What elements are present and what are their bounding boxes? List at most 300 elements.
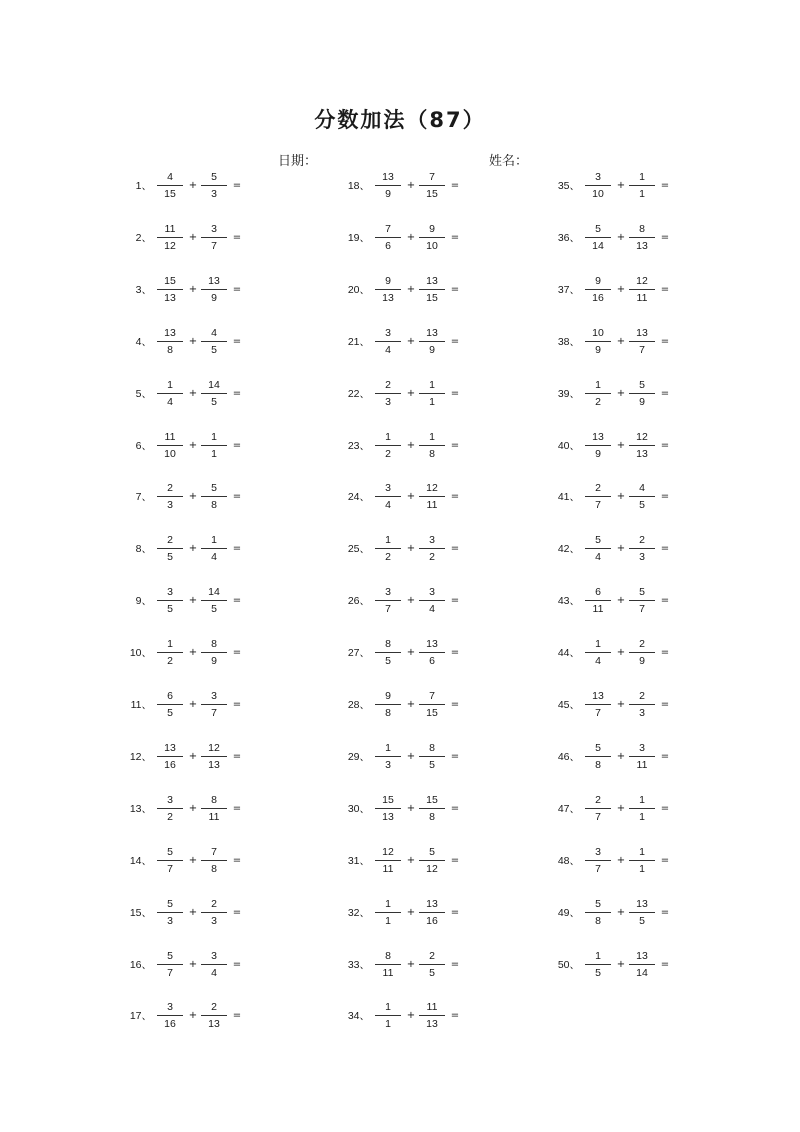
fraction-bar bbox=[419, 704, 445, 705]
fraction-bar bbox=[419, 912, 445, 913]
fraction-bar bbox=[157, 652, 183, 653]
first-fraction bbox=[157, 169, 183, 203]
first-fraction bbox=[585, 480, 611, 514]
equals-sign: = bbox=[450, 906, 460, 918]
problem-item bbox=[528, 377, 758, 411]
plus-sign: + bbox=[616, 543, 626, 555]
problem-item bbox=[318, 377, 548, 411]
fraction-bar bbox=[157, 548, 183, 549]
numerator: 12 bbox=[426, 482, 438, 495]
problem-item bbox=[318, 429, 548, 463]
fraction-bar bbox=[157, 964, 183, 965]
numerator: 13 bbox=[636, 897, 648, 910]
problem-number: 30、 bbox=[347, 802, 370, 815]
problem-number: 45、 bbox=[557, 699, 580, 711]
equals-sign: = bbox=[232, 750, 242, 762]
fraction-bar bbox=[201, 341, 227, 342]
plus-sign: + bbox=[188, 283, 198, 295]
plus-sign: + bbox=[616, 180, 626, 191]
second-fraction bbox=[629, 740, 655, 774]
problem-item bbox=[318, 896, 548, 930]
problem-number: 39、 bbox=[557, 387, 580, 400]
plus-sign: + bbox=[616, 647, 626, 659]
problem-number: 8、 bbox=[135, 543, 152, 556]
problem-number: 24、 bbox=[347, 491, 370, 504]
denominator: 9 bbox=[385, 188, 391, 200]
denominator: 15 bbox=[164, 188, 176, 200]
fraction-bar bbox=[157, 600, 183, 601]
denominator: 8 bbox=[211, 862, 217, 875]
problem-number: 26、 bbox=[347, 595, 370, 608]
problem-number: 25、 bbox=[347, 543, 370, 556]
numerator: 13 bbox=[164, 741, 176, 754]
denominator: 9 bbox=[595, 343, 601, 356]
first-fraction bbox=[375, 688, 401, 722]
second-fraction bbox=[419, 948, 445, 982]
denominator: 3 bbox=[211, 188, 217, 200]
plus-sign: + bbox=[406, 387, 416, 399]
problem-number: 28、 bbox=[347, 699, 370, 711]
numerator: 5 bbox=[211, 482, 217, 495]
problem-item bbox=[100, 948, 330, 982]
denominator: 11 bbox=[382, 966, 394, 979]
denominator: 4 bbox=[167, 395, 173, 408]
denominator: 3 bbox=[167, 499, 173, 512]
denominator: 2 bbox=[385, 447, 391, 460]
denominator: 7 bbox=[639, 343, 645, 356]
denominator: 5 bbox=[211, 343, 217, 356]
problem-number: 7、 bbox=[135, 491, 152, 504]
first-fraction bbox=[157, 636, 183, 670]
first-fraction bbox=[375, 480, 401, 514]
problem-item bbox=[100, 636, 330, 670]
problem-item bbox=[100, 792, 330, 826]
equals-sign: = bbox=[232, 699, 242, 710]
numerator: 3 bbox=[385, 586, 391, 599]
first-fraction bbox=[375, 169, 401, 203]
problem-number: 33、 bbox=[347, 958, 370, 971]
problem-item bbox=[528, 221, 758, 255]
problem-number: 9、 bbox=[135, 595, 152, 608]
fraction-bar bbox=[201, 496, 227, 497]
fraction-bar bbox=[157, 393, 183, 394]
second-fraction bbox=[201, 377, 227, 411]
fraction-bar bbox=[201, 912, 227, 913]
fraction-bar bbox=[201, 652, 227, 653]
fraction-bar bbox=[201, 185, 227, 186]
equals-sign: = bbox=[232, 231, 242, 243]
equals-sign: = bbox=[450, 283, 460, 295]
fraction-bar bbox=[585, 756, 611, 757]
fraction-bar bbox=[375, 756, 401, 757]
fraction-bar bbox=[585, 185, 611, 186]
fraction-bar bbox=[585, 445, 611, 446]
plus-sign: + bbox=[188, 1010, 198, 1022]
equals-sign: = bbox=[450, 958, 460, 970]
plus-sign: + bbox=[406, 491, 416, 503]
numerator: 2 bbox=[211, 1001, 217, 1014]
equals-sign: = bbox=[660, 231, 670, 243]
equals-sign: = bbox=[450, 750, 460, 762]
equals-sign: = bbox=[450, 491, 460, 503]
problem-item bbox=[318, 221, 548, 255]
equals-sign: = bbox=[660, 335, 670, 347]
problem-item bbox=[100, 999, 330, 1033]
numerator: 7 bbox=[429, 171, 435, 183]
plus-sign: + bbox=[616, 387, 626, 399]
fraction-bar bbox=[629, 704, 655, 705]
first-fraction bbox=[375, 429, 401, 463]
denominator: 15 bbox=[426, 707, 438, 719]
denominator: 13 bbox=[208, 1018, 220, 1031]
first-fraction bbox=[585, 273, 611, 307]
plus-sign: + bbox=[616, 231, 626, 243]
denominator: 1 bbox=[211, 447, 217, 460]
numerator: 11 bbox=[164, 430, 176, 443]
numerator: 3 bbox=[211, 690, 217, 702]
second-fraction bbox=[419, 325, 445, 359]
numerator: 15 bbox=[426, 793, 438, 806]
second-fraction bbox=[201, 429, 227, 463]
problem-number: 22、 bbox=[347, 387, 370, 400]
numerator: 12 bbox=[636, 430, 648, 443]
fraction-bar bbox=[419, 600, 445, 601]
fraction-bar bbox=[375, 548, 401, 549]
denominator: 16 bbox=[164, 758, 176, 771]
fraction-bar bbox=[629, 341, 655, 342]
plus-sign: + bbox=[616, 958, 626, 970]
first-fraction bbox=[585, 584, 611, 618]
numerator: 1 bbox=[211, 430, 217, 443]
denominator: 5 bbox=[167, 603, 173, 616]
problem-number: 42、 bbox=[557, 543, 580, 556]
denominator: 9 bbox=[211, 291, 217, 304]
denominator: 3 bbox=[385, 395, 391, 408]
numerator: 7 bbox=[385, 222, 391, 235]
denominator: 15 bbox=[426, 291, 438, 304]
first-fraction bbox=[157, 429, 183, 463]
numerator: 5 bbox=[167, 897, 173, 910]
denominator: 7 bbox=[595, 810, 601, 823]
denominator: 9 bbox=[429, 343, 435, 356]
denominator: 13 bbox=[382, 291, 394, 304]
numerator: 1 bbox=[385, 1001, 391, 1014]
denominator: 10 bbox=[164, 447, 176, 460]
fraction-bar bbox=[201, 860, 227, 861]
numerator: 3 bbox=[385, 482, 391, 495]
numerator: 7 bbox=[211, 845, 217, 858]
fraction-bar bbox=[585, 860, 611, 861]
equals-sign: = bbox=[660, 854, 670, 866]
problem-item bbox=[100, 740, 330, 774]
plus-sign: + bbox=[188, 802, 198, 814]
fraction-bar bbox=[585, 704, 611, 705]
first-fraction bbox=[585, 532, 611, 566]
second-fraction bbox=[629, 273, 655, 307]
second-fraction bbox=[629, 948, 655, 982]
problem-item bbox=[318, 584, 548, 618]
second-fraction bbox=[201, 688, 227, 722]
plus-sign: + bbox=[406, 647, 416, 659]
fraction-bar bbox=[157, 185, 183, 186]
problem-item bbox=[318, 532, 548, 566]
plus-sign: + bbox=[616, 595, 626, 607]
fraction-bar bbox=[375, 652, 401, 653]
problem-number: 31、 bbox=[347, 854, 370, 867]
second-fraction bbox=[629, 532, 655, 566]
numerator: 2 bbox=[595, 482, 601, 495]
numerator: 1 bbox=[595, 638, 601, 651]
problem-item bbox=[100, 325, 330, 359]
equals-sign: = bbox=[232, 387, 242, 399]
second-fraction bbox=[201, 584, 227, 618]
fraction-bar bbox=[375, 808, 401, 809]
problem-number: 17、 bbox=[129, 1010, 152, 1023]
plus-sign: + bbox=[188, 543, 198, 555]
first-fraction bbox=[375, 896, 401, 930]
problem-item bbox=[528, 169, 758, 203]
numerator: 3 bbox=[167, 793, 173, 806]
fraction-bar bbox=[375, 860, 401, 861]
denominator: 5 bbox=[595, 966, 601, 979]
numerator: 8 bbox=[211, 638, 217, 651]
numerator: 9 bbox=[385, 690, 391, 702]
numerator: 4 bbox=[639, 482, 645, 495]
fraction-bar bbox=[419, 496, 445, 497]
fraction-bar bbox=[419, 756, 445, 757]
first-fraction bbox=[157, 688, 183, 722]
second-fraction bbox=[419, 636, 445, 670]
equals-sign: = bbox=[232, 283, 242, 295]
denominator: 1 bbox=[385, 914, 391, 927]
numerator: 9 bbox=[595, 274, 601, 287]
denominator: 13 bbox=[636, 447, 648, 460]
denominator: 4 bbox=[429, 603, 435, 616]
numerator: 2 bbox=[211, 897, 217, 910]
first-fraction bbox=[157, 325, 183, 359]
first-fraction bbox=[585, 740, 611, 774]
fraction-bar bbox=[419, 808, 445, 809]
numerator: 4 bbox=[167, 171, 173, 183]
first-fraction bbox=[375, 325, 401, 359]
second-fraction bbox=[419, 532, 445, 566]
denominator: 13 bbox=[426, 1018, 438, 1031]
second-fraction bbox=[629, 688, 655, 722]
equals-sign: = bbox=[660, 543, 670, 555]
denominator: 1 bbox=[429, 395, 435, 408]
fraction-bar bbox=[419, 185, 445, 186]
equals-sign: = bbox=[232, 439, 242, 451]
numerator: 13 bbox=[592, 430, 604, 443]
numerator: 5 bbox=[595, 534, 601, 547]
problem-number: 47、 bbox=[557, 802, 580, 815]
denominator: 3 bbox=[167, 914, 173, 927]
denominator: 7 bbox=[211, 239, 217, 252]
numerator: 9 bbox=[385, 274, 391, 287]
problem-number: 32、 bbox=[347, 906, 370, 919]
fraction-bar bbox=[201, 548, 227, 549]
fraction-bar bbox=[375, 393, 401, 394]
numerator: 2 bbox=[639, 534, 645, 547]
fraction-bar bbox=[157, 756, 183, 757]
numerator: 13 bbox=[208, 274, 220, 287]
plus-sign: + bbox=[616, 906, 626, 918]
denominator: 2 bbox=[385, 551, 391, 564]
numerator: 13 bbox=[426, 897, 438, 910]
first-fraction bbox=[157, 532, 183, 566]
problem-number: 15、 bbox=[129, 906, 152, 919]
problem-item bbox=[528, 688, 758, 722]
denominator: 9 bbox=[639, 655, 645, 668]
problem-item bbox=[528, 273, 758, 307]
problem-item bbox=[100, 429, 330, 463]
plus-sign: + bbox=[188, 439, 198, 451]
equals-sign: = bbox=[450, 543, 460, 555]
fraction-bar bbox=[375, 341, 401, 342]
plus-sign: + bbox=[188, 958, 198, 970]
plus-sign: + bbox=[616, 802, 626, 814]
denominator: 6 bbox=[385, 239, 391, 252]
problem-item bbox=[100, 377, 330, 411]
numerator: 2 bbox=[167, 482, 173, 495]
second-fraction bbox=[201, 273, 227, 307]
denominator: 14 bbox=[636, 966, 648, 979]
denominator: 13 bbox=[636, 239, 648, 252]
fraction-bar bbox=[629, 808, 655, 809]
first-fraction bbox=[157, 480, 183, 514]
equals-sign: = bbox=[232, 543, 242, 555]
second-fraction bbox=[419, 221, 445, 255]
numerator: 5 bbox=[595, 897, 601, 910]
fraction-bar bbox=[419, 1015, 445, 1016]
fraction-bar bbox=[375, 237, 401, 238]
denominator: 2 bbox=[429, 551, 435, 564]
first-fraction bbox=[157, 221, 183, 255]
denominator: 16 bbox=[164, 1018, 176, 1031]
problem-number: 6、 bbox=[135, 439, 152, 452]
problem-column-middle bbox=[318, 0, 548, 1132]
fraction-bar bbox=[419, 652, 445, 653]
denominator: 8 bbox=[429, 810, 435, 823]
numerator: 15 bbox=[382, 793, 394, 806]
fraction-bar bbox=[157, 912, 183, 913]
fraction-bar bbox=[201, 704, 227, 705]
problem-item bbox=[318, 169, 548, 203]
denominator: 9 bbox=[211, 655, 217, 668]
denominator: 12 bbox=[164, 239, 176, 252]
denominator: 8 bbox=[385, 707, 391, 719]
equals-sign: = bbox=[660, 647, 670, 659]
plus-sign: + bbox=[188, 750, 198, 762]
first-fraction bbox=[375, 584, 401, 618]
problem-item bbox=[528, 429, 758, 463]
first-fraction bbox=[157, 740, 183, 774]
plus-sign: + bbox=[616, 699, 626, 710]
first-fraction bbox=[157, 273, 183, 307]
fraction-bar bbox=[375, 600, 401, 601]
denominator: 11 bbox=[636, 758, 648, 771]
numerator: 1 bbox=[385, 430, 391, 443]
fraction-bar bbox=[157, 808, 183, 809]
numerator: 2 bbox=[639, 690, 645, 702]
numerator: 1 bbox=[429, 378, 435, 391]
fraction-bar bbox=[157, 341, 183, 342]
problem-item bbox=[100, 221, 330, 255]
first-fraction bbox=[157, 999, 183, 1033]
numerator: 8 bbox=[211, 793, 217, 806]
fraction-bar bbox=[629, 756, 655, 757]
equals-sign: = bbox=[660, 180, 670, 191]
problem-item bbox=[318, 792, 548, 826]
first-fraction bbox=[157, 896, 183, 930]
fraction-bar bbox=[375, 185, 401, 186]
numerator: 6 bbox=[595, 586, 601, 599]
first-fraction bbox=[585, 169, 611, 203]
first-fraction bbox=[585, 429, 611, 463]
fraction-bar bbox=[419, 548, 445, 549]
denominator: 13 bbox=[208, 758, 220, 771]
fraction-bar bbox=[201, 1015, 227, 1016]
numerator: 14 bbox=[208, 586, 220, 599]
numerator: 2 bbox=[429, 949, 435, 962]
numerator: 9 bbox=[429, 222, 435, 235]
numerator: 1 bbox=[639, 845, 645, 858]
equals-sign: = bbox=[450, 647, 460, 659]
problem-item bbox=[528, 948, 758, 982]
second-fraction bbox=[201, 480, 227, 514]
plus-sign: + bbox=[406, 906, 416, 918]
problem-number: 43、 bbox=[557, 595, 580, 608]
equals-sign: = bbox=[450, 439, 460, 451]
numerator: 5 bbox=[429, 845, 435, 858]
plus-sign: + bbox=[616, 491, 626, 503]
plus-sign: + bbox=[406, 283, 416, 295]
second-fraction bbox=[201, 792, 227, 826]
numerator: 3 bbox=[211, 949, 217, 962]
numerator: 6 bbox=[167, 690, 173, 702]
problem-item bbox=[318, 480, 548, 514]
fraction-bar bbox=[157, 445, 183, 446]
problem-number: 35、 bbox=[557, 180, 580, 192]
fraction-bar bbox=[375, 704, 401, 705]
denominator: 1 bbox=[639, 810, 645, 823]
problem-number: 12、 bbox=[129, 750, 152, 763]
second-fraction bbox=[201, 325, 227, 359]
numerator: 1 bbox=[429, 430, 435, 443]
second-fraction bbox=[629, 480, 655, 514]
problem-item bbox=[528, 480, 758, 514]
problem-number: 40、 bbox=[557, 439, 580, 452]
second-fraction bbox=[201, 532, 227, 566]
first-fraction bbox=[585, 896, 611, 930]
fraction-bar bbox=[419, 964, 445, 965]
plus-sign: + bbox=[188, 595, 198, 607]
first-fraction bbox=[585, 377, 611, 411]
problem-item bbox=[318, 740, 548, 774]
first-fraction bbox=[375, 273, 401, 307]
first-fraction bbox=[585, 948, 611, 982]
numerator: 8 bbox=[639, 222, 645, 235]
denominator: 3 bbox=[639, 551, 645, 564]
fraction-bar bbox=[375, 289, 401, 290]
plus-sign: + bbox=[188, 491, 198, 503]
numerator: 3 bbox=[429, 586, 435, 599]
second-fraction bbox=[629, 636, 655, 670]
denominator: 7 bbox=[167, 966, 173, 979]
plus-sign: + bbox=[616, 854, 626, 866]
plus-sign: + bbox=[406, 231, 416, 243]
numerator: 1 bbox=[595, 949, 601, 962]
